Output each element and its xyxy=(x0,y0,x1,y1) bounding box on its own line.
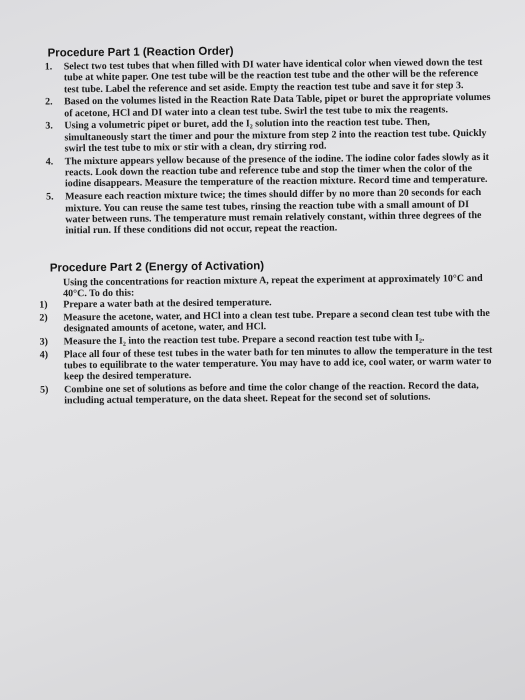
step-text: Measure the acetone, water, and HCl into a clean test tube. Prepare a second clean test tube with the designated amounts of acetone, water, and HCl. xyxy=(63,307,490,335)
step-number: 1) xyxy=(39,299,48,311)
list-item xyxy=(38,152,494,191)
list-item xyxy=(39,307,509,335)
step-number: 4) xyxy=(39,349,49,361)
list-item xyxy=(38,187,494,237)
list-item xyxy=(40,344,510,383)
step-number: 3) xyxy=(39,336,48,348)
part2-heading: Procedure Part 2 (Energy of Activation) xyxy=(49,260,265,275)
step-number: 1. xyxy=(44,61,53,73)
step-text: Combine one set of solutions as before and time the color change of the reaction. Record the data, including actual temperature, on the data sheet. Repeat for the second set of solutions. xyxy=(64,380,479,407)
step-number: 4. xyxy=(45,156,54,168)
step-text: Measure each reaction mixture twice; the times should differ by no more than 20 seconds for each mixture. You can reuse the same test tubes, rinsing the reaction tube with a small amount of DI water between runs. The temperature must remain relatively constant, within three degrees of the initial run. If these conditions did not occur, repeat the reaction. xyxy=(65,187,482,237)
step-number: 2. xyxy=(45,96,53,108)
step-text: Based on the volumes listed in the Reaction Rate Data Table, pipet or buret the appropriate volumes of acetone, HCl and DI water into a clean test tube. Swirl the test tube to mix the reagents. xyxy=(64,92,491,120)
step-number: 5. xyxy=(46,191,54,203)
list-item xyxy=(37,92,493,119)
list-item xyxy=(37,57,493,96)
step-number: 3. xyxy=(45,120,53,133)
list-item xyxy=(37,116,493,155)
step-text: Using a volumetric pipet or buret, add the I₂ solution into the reaction test tube. Then, simultaneously start the timer and pour the mixture from step 2 into the reaction test tube. Quickly swirl the test tube to mix or stir with a clean, dry stirring rod. xyxy=(64,116,487,155)
part2-intro: Using the concentrations for reaction mixture A, repeat the experiment at approximately 10°C and 40°C. To do this: xyxy=(62,272,483,300)
step-text: The mixture appears yellow because of the presence of the iodine. The iodine color fades slowly as it reacts. Look down the reaction tube and reference tube and stop the timer when the color of the iodine disappears. Measure the temperature of the reaction mixture. Record time and temperature. xyxy=(64,151,489,190)
part1-heading: Procedure Part 1 (Reaction Order) xyxy=(47,45,234,60)
step-number: 2) xyxy=(39,312,48,324)
part1-steps-list xyxy=(37,57,495,239)
step-number: 5) xyxy=(40,384,49,396)
list-item xyxy=(40,380,510,408)
step-text: Measure the I₂ into the reaction test tube. Prepare a second reaction test tube with I₂. xyxy=(63,332,425,348)
step-text: Select two test tubes that when filled with DI water have identical color when viewed down the test tube at white paper. One test tube will be the reaction test tube and the other will be the reference test tube. Label the reference and set aside. Empty the reaction test tube and save it for step 3. xyxy=(63,56,483,95)
part2-steps-list xyxy=(39,295,510,409)
step-text: Place all four of these test tubes in the water bath for ten minutes to allow the temperature in the test tubes to equilibrate to the water temperature. You may have to add ice, cool water, or warm water to keep the desired temperature. xyxy=(63,344,493,383)
step-text: Prepare a water bath at the desired temperature. xyxy=(63,297,272,311)
